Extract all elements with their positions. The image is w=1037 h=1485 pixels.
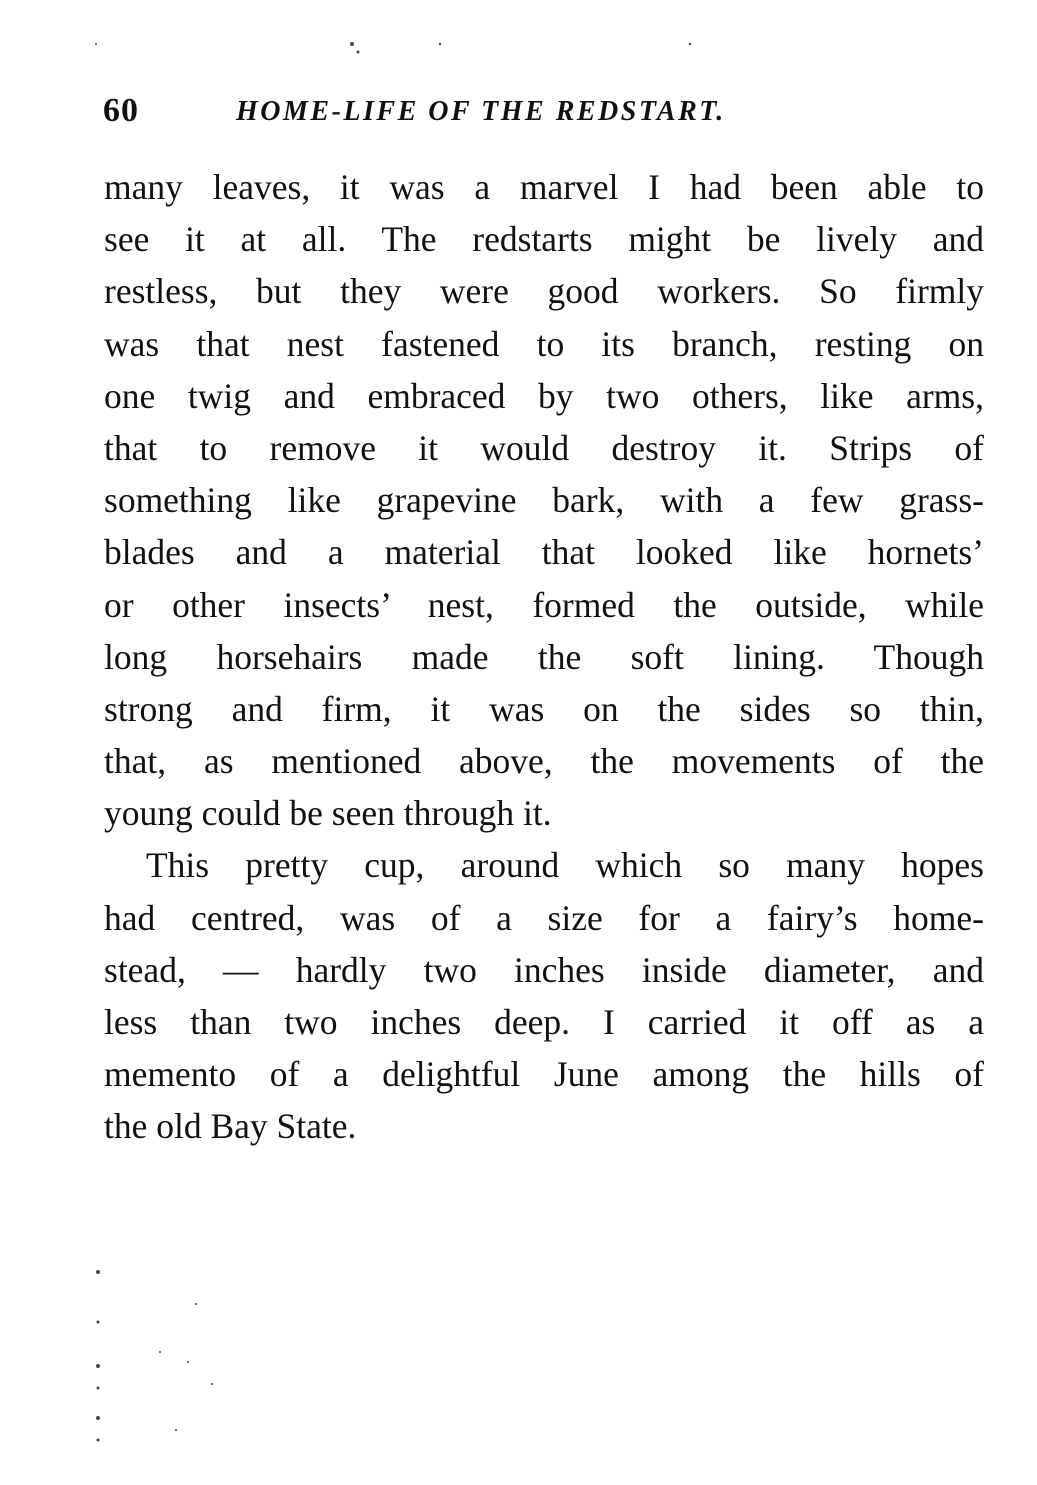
text-line: many leaves, it was a marvel I had been able to <box>104 167 984 207</box>
text-line: memento of a delightful June among the hills of <box>104 1054 984 1095</box>
text-line: strong and firm, it was on the sides so thin, <box>104 688 984 729</box>
text-line: something like grapevine bark, with a few grass- <box>104 480 984 521</box>
running-head <box>103 92 883 142</box>
text-line: the old Bay State. <box>104 1106 357 1147</box>
text-line: young could be seen through it. <box>104 793 552 834</box>
text-line: This pretty cup, around which so many hopes <box>146 845 984 886</box>
text-line: restless, but they were good workers. So firmly <box>104 271 984 312</box>
page-number: 60 <box>103 92 139 129</box>
running-title: HOME-LIFE OF THE REDSTART. <box>236 96 726 127</box>
text-line: or other insects’ nest, formed the outside, while <box>104 584 984 625</box>
text-line: stead, — hardly two inches inside diameter, and <box>104 949 984 990</box>
text-line: see it at all. The redstarts might be lively and <box>104 219 984 260</box>
paragraph-2 <box>104 839 984 1152</box>
text-line: less than two inches deep. I carried it off as a <box>104 1002 984 1042</box>
text-line: long horsehairs made the soft lining. Though <box>104 636 984 677</box>
text-line: had centred, was of a size for a fairy’s home- <box>104 897 984 938</box>
text-line: blades and a material that looked like hornets’ <box>104 532 984 573</box>
body-text <box>104 161 984 1153</box>
text-line: that to remove it would destroy it. Strips of <box>104 427 984 468</box>
text-line: one twig and embraced by two others, like arms, <box>104 375 984 416</box>
text-line: that, as mentioned above, the movements of the <box>104 741 984 782</box>
paragraph-1 <box>104 161 984 839</box>
text-line: was that nest fastened to its branch, resting on <box>104 323 984 364</box>
